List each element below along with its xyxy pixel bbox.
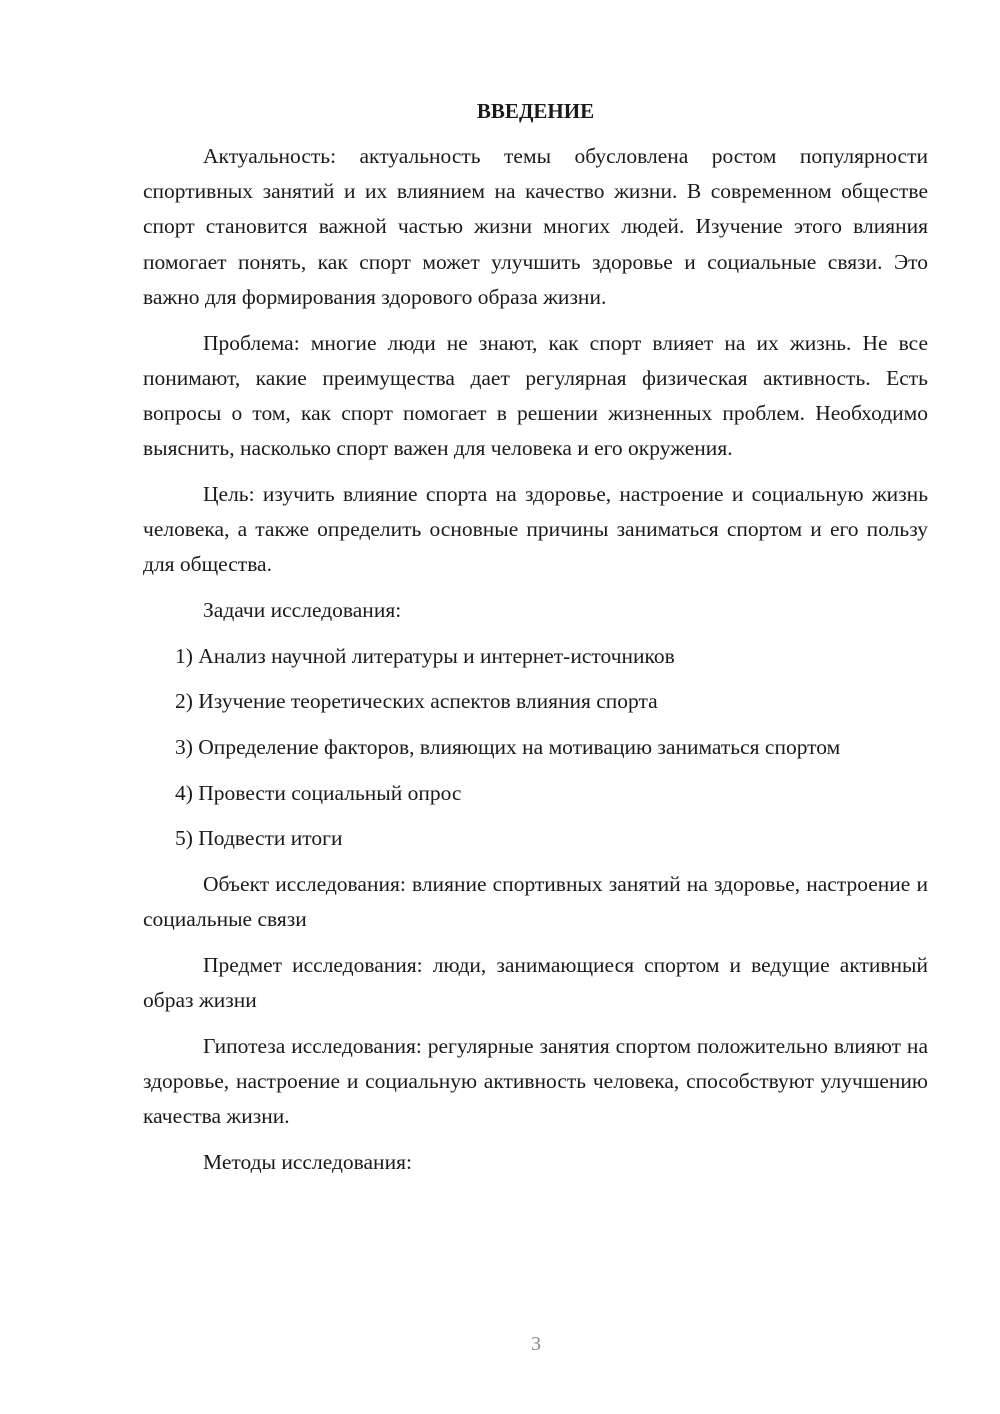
task-item: 1) Анализ научной литературы и интернет-источников (175, 643, 675, 668)
problem-paragraph: Проблема: многие люди не знают, как спорт влияет на их жизнь. Не все понимают, какие преимущества дает регулярная физическая активность. Есть вопросы о том, как спорт помогает в решении жизненных проблем. Необходимо выяснить, насколько спорт важен для человека и его окружения. (143, 330, 928, 461)
section-title: ВВЕДЕНИЕ (476, 99, 595, 123)
task-item: 5) Подвести итоги (175, 826, 343, 851)
task-item: 4) Провести социальный опрос (175, 780, 462, 805)
hypothesis-paragraph: Гипотеза исследования: регулярные занятия спортом положительно влияют на здоровье, настроение и социальную активность человека, способствуют улучшению качества жизни. (143, 1033, 928, 1129)
object-paragraph: Объект исследования: влияние спортивных занятий на здоровье, настроение и социальные связи (143, 872, 928, 932)
methods-heading: Методы исследования: (203, 1150, 412, 1175)
goal-paragraph: Цель: изучить влияние спорта на здоровье, настроение и социальную жизнь человека, а также определить основные причины заниматься спортом и его пользу для общества. (143, 481, 928, 577)
task-item: 2) Изучение теоретических аспектов влияния спорта (175, 689, 658, 714)
page-content (143, 96, 928, 1191)
subject-paragraph: Предмет исследования: люди, занимающиеся спортом и ведущие активный образ жизни (143, 953, 928, 1013)
relevance-paragraph: Актуальность: актуальность темы обусловлена ростом популярности спортивных занятий и их влиянием на качество жизни. В современном обществе спорт становится важной частью жизни многих людей. Изучение этого влияния помогает понять, как спорт может улучшить здоровье и социальные связи. Это важно для формирования здорового образа жизни. (143, 144, 928, 309)
task-item: 3) Определение факторов, влияющих на мотивацию заниматься спортом (175, 735, 841, 760)
page-number: 3 (531, 1333, 541, 1355)
tasks-heading: Задачи исследования: (203, 597, 402, 622)
